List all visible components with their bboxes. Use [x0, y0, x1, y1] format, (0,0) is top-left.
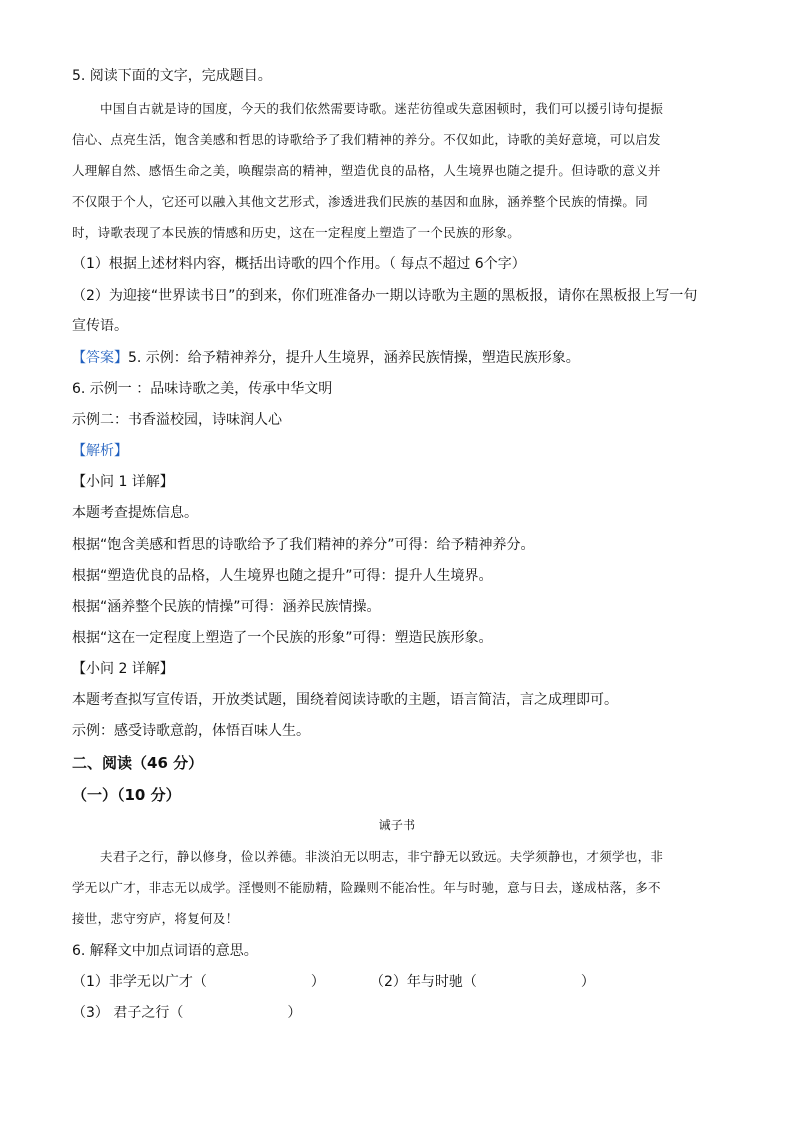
analysis-part1-title: 【小问 1 详解】 — [72, 474, 174, 490]
item-close: ） — [287, 1005, 302, 1021]
analysis-line: 根据“饱含美感和哲思的诗歌给予了我们精神的养分”可得：给予精神养分。 — [72, 537, 535, 553]
item-close: ） — [310, 974, 325, 990]
passage-line: 人理解自然、感悟生命之美，唤醒崇高的精神，塑造优良的品格，人生境界也随之提升。但诗歌的意义并 — [72, 163, 661, 178]
classical-text-line: 接世，悲守穷庐，将复何及！ — [72, 911, 239, 926]
question-6-item-1 — [72, 972, 325, 992]
item-label: （2）年与时驰（ — [370, 974, 477, 990]
question-6-item-2 — [370, 972, 595, 992]
item-label: （3） 君子之行（ — [72, 1005, 184, 1021]
answer-text: 5. 示例：给予精神养分，提升人生境界，涵养民族情操，塑造民族形象。 — [128, 350, 580, 366]
passage-line: 不仅限于个人，它还可以融入其他文艺形式，渗透进我们民族的基因和血脉，涵养整个民族的情操。同 — [72, 194, 649, 209]
question-6-heading: 6. 解释文中加点词语的意思。 — [72, 943, 258, 959]
answer-line: 示例二：书香溢校园，诗味润人心 — [72, 412, 282, 428]
analysis-part2-title: 【小问 2 详解】 — [72, 661, 174, 677]
item-label: （1）非学无以广才（ — [72, 974, 207, 990]
analysis-line: 本题考查拟写宣传语，开放类试题，围绕着阅读诗歌的主题，语言简洁，言之成理即可。 — [72, 692, 618, 708]
answer-line — [72, 348, 580, 368]
answer-line: 6. 示例一 ：品味诗歌之美，传承中华文明 — [72, 381, 333, 397]
analysis-line: 示例：感受诗歌意韵，体悟百味人生。 — [72, 723, 310, 739]
analysis-line: 根据“这在一定程度上塑造了一个民族的形象”可得：塑造民族形象。 — [72, 630, 493, 646]
answer-tag: 【答案】 — [72, 350, 128, 366]
question-6-item-3 — [72, 1003, 301, 1023]
classical-text-line: 夫君子之行，静以修身，俭以养德。非淡泊无以明志，非宁静无以致远。夫学须静也，才须学也，非 — [100, 849, 664, 864]
analysis-tag: 【解析】 — [72, 443, 128, 459]
passage-line: 信心、点亮生活，饱含美感和哲思的诗歌给予了我们精神的养分。不仅如此，诗歌的美好意境，可以启发 — [72, 132, 661, 147]
analysis-line: 根据“涵养整个民族的情操”可得：涵养民族情操。 — [72, 599, 381, 615]
analysis-line: 根据“塑造优良的品格，人生境界也随之提升”可得：提升人生境界。 — [72, 568, 493, 584]
section-subtitle: （一）（10 分） — [72, 786, 181, 804]
classical-text-line: 学无以广才，非志无以成学。淫慢则不能励精，险躁则不能冶性。年与时驰，意与日去，遂成枯落，多不 — [72, 880, 661, 895]
sub-question-1: （1）根据上述材料内容，概括出诗歌的四个作用。（ 每点不超过 6个字） — [72, 256, 526, 272]
sub-question-2: （2）为迎接“世界读书日”的到来，你们班准备办一期以诗歌为主题的黑板报，请你在黑板报上写一句 — [72, 288, 698, 304]
passage-line: 时，诗歌表现了本民族的情感和历史，这在一定程度上塑造了一个民族的形象。 — [72, 225, 521, 240]
text-title: 诫子书 — [378, 818, 416, 832]
analysis-line: 本题考查提炼信息。 — [72, 505, 198, 521]
section-title: 二、阅读（46 分） — [72, 754, 204, 772]
item-close: ） — [580, 974, 595, 990]
sub-question-2-cont: 宣传语。 — [72, 318, 128, 334]
question-5-heading: 5. 阅读下面的文字，完成题目。 — [72, 68, 272, 84]
passage-line: 中国自古就是诗的国度，今天的我们依然需要诗歌。迷茫彷徨或失意困顿时，我们可以援引诗句提振 — [100, 101, 664, 116]
